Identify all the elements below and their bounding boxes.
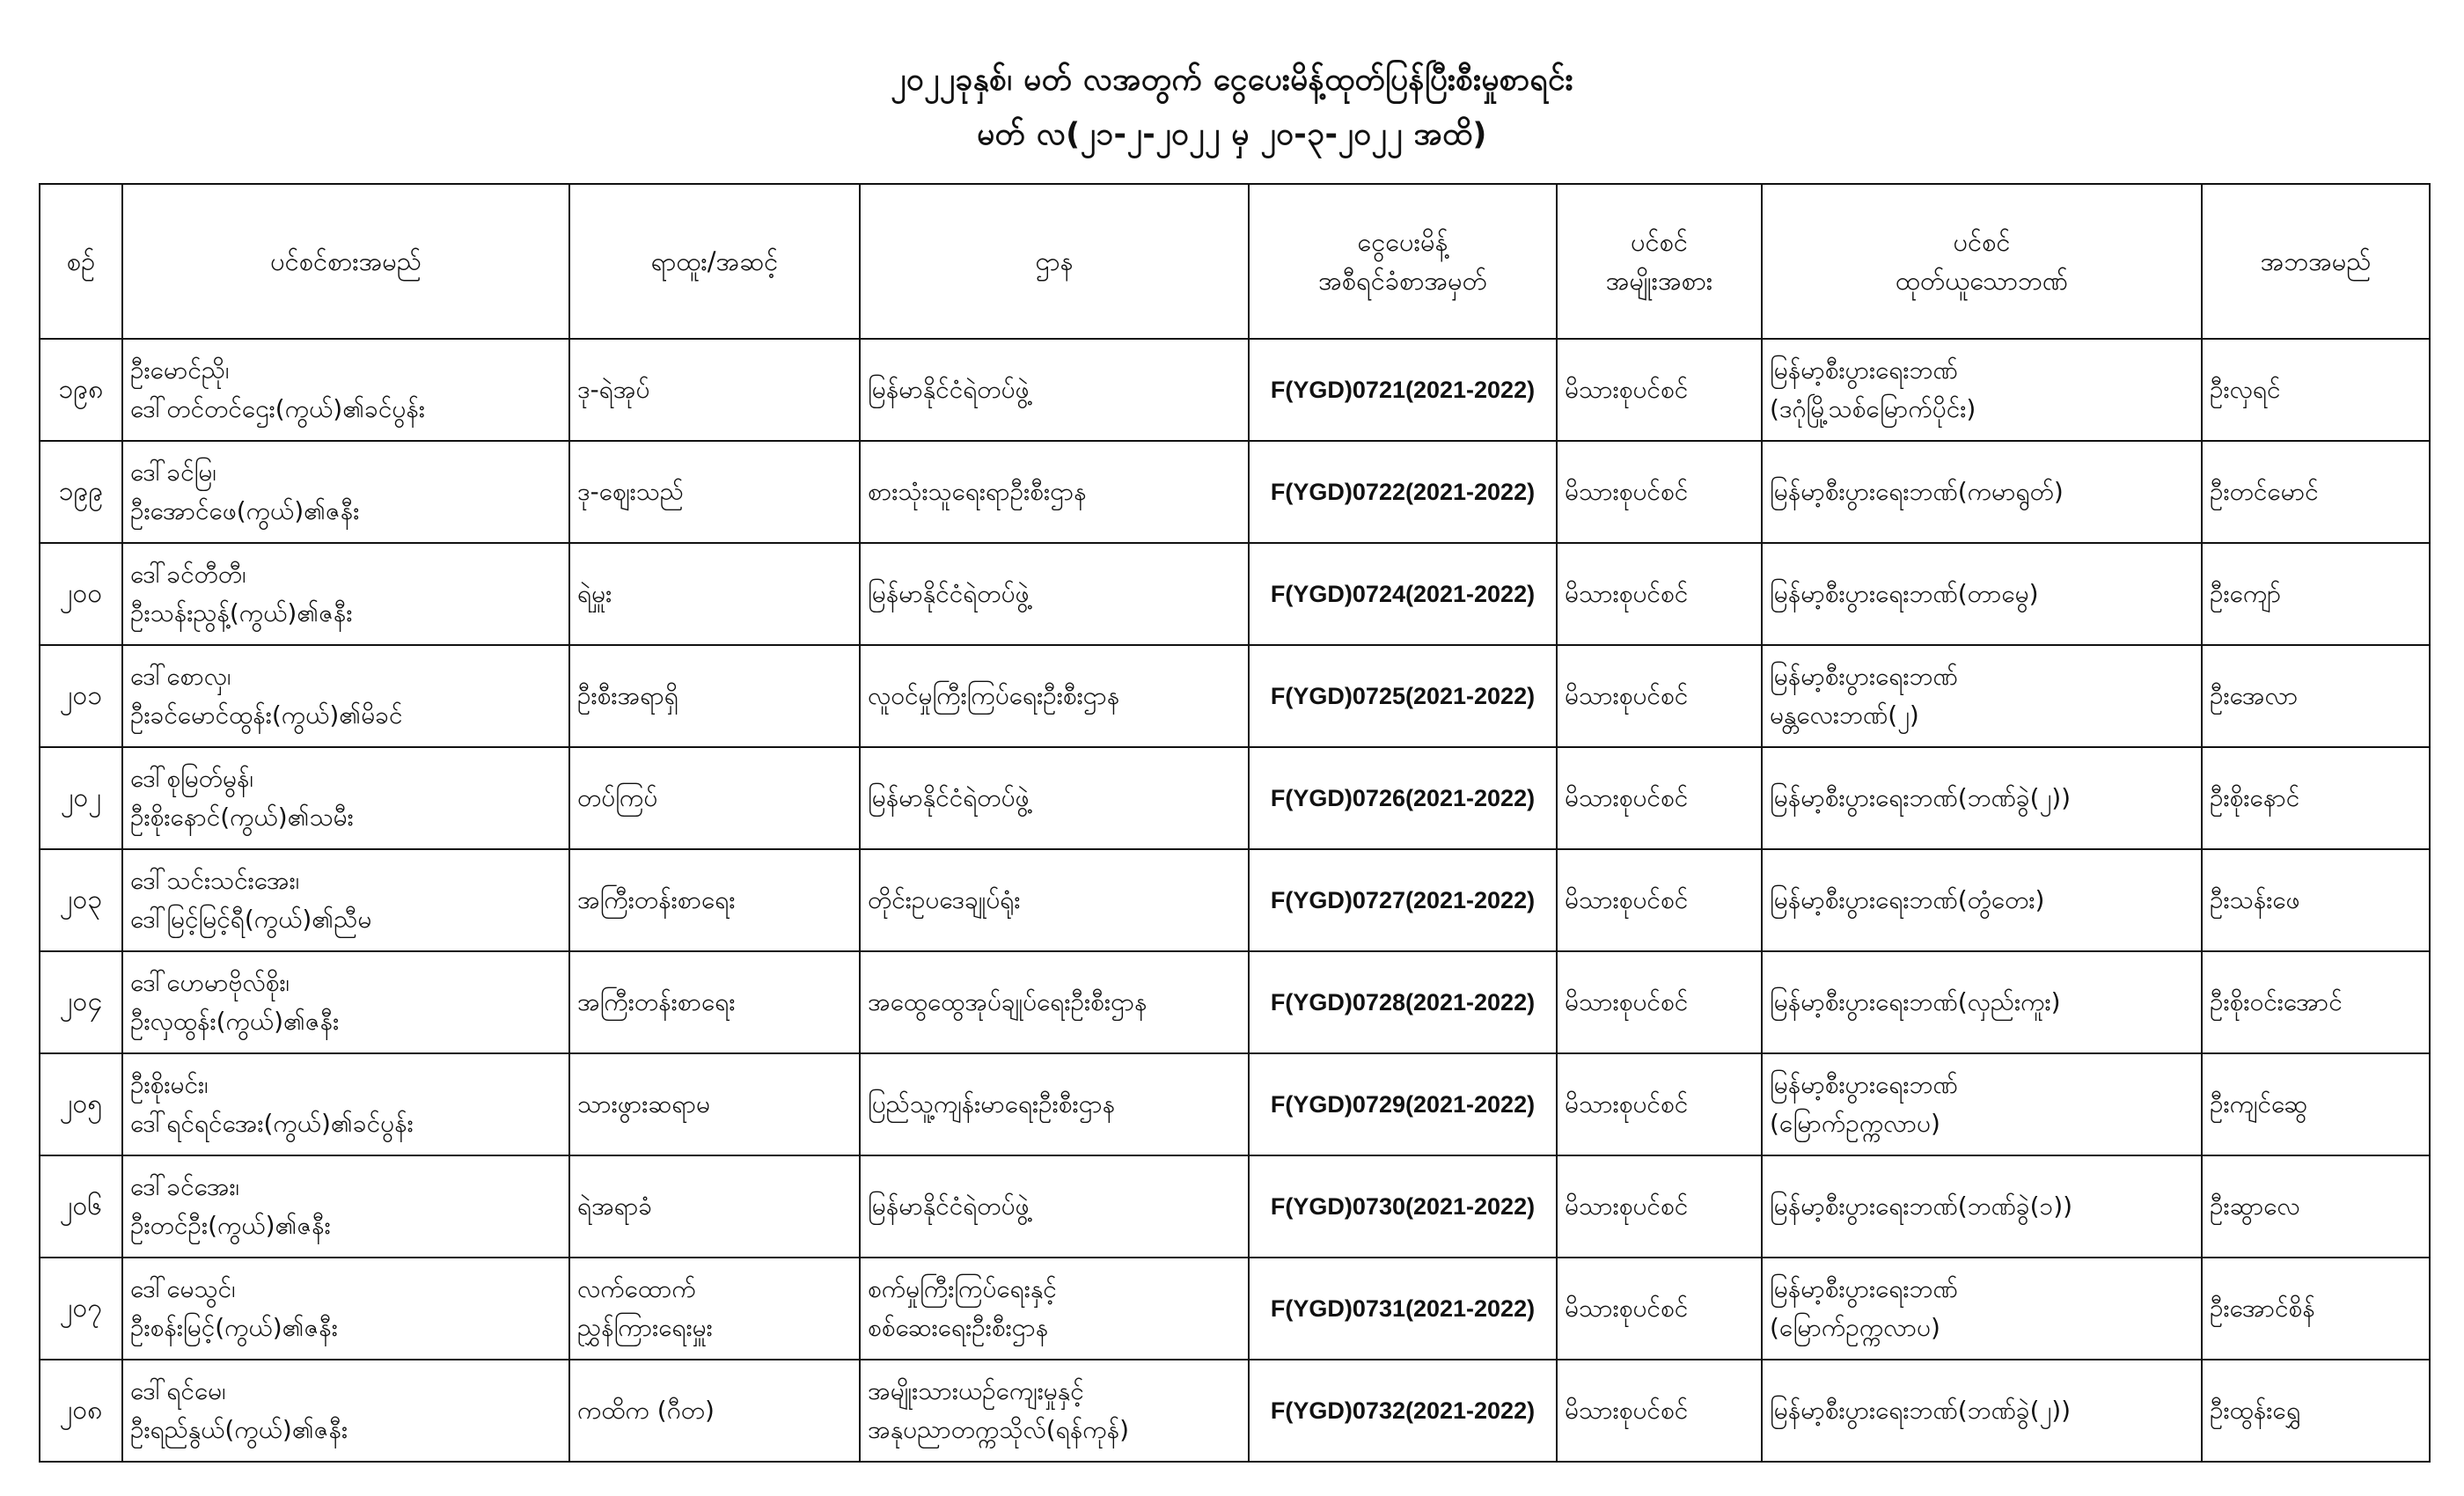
cell-bank-line: (ဒဂုံမြို့သစ်မြောက်ပိုင်း) (1770, 394, 1976, 423)
cell-pensioner-name (122, 1053, 569, 1155)
cell-rank-line: သားဖွားဆရာမ (577, 1089, 710, 1118)
cell-bank-line: မြန်မာ့စီးပွားရေးဘဏ်(တာမွေ) (1770, 579, 2039, 608)
cell-pensioner-name-line: ဦးစန်းမြင့်(ကွယ်)၏ဇနီး (130, 1313, 338, 1342)
cell-department-line: မြန်မာနိုင်ငံရဲတပ်ဖွဲ့ (868, 579, 1030, 608)
cell-rank-line: ရဲမှူး (577, 579, 612, 608)
header-serial-no (40, 184, 122, 339)
header-label: ထုတ်ယူသောဘဏ် (1895, 266, 2069, 296)
header-bank (1762, 184, 2202, 339)
cell-department (860, 1360, 1249, 1462)
header-label: အဘအမည် (2260, 246, 2372, 276)
cell-license-no: F(YGD)0724(2021-2022) (1249, 543, 1557, 645)
cell-pensioner-name (122, 1155, 569, 1258)
cell-bank (1762, 747, 2202, 849)
cell-pensioner-name-line: ဒေါ်စုမြတ်မွန်၊ (130, 764, 253, 793)
cell-pensioner-name (122, 951, 569, 1053)
header-label: စဉ် (66, 246, 96, 276)
cell-bank-line: မြန်မာ့စီးပွားရေးဘဏ်(ဘဏ်ခွဲ(၂)) (1770, 1396, 2072, 1425)
cell-department (860, 339, 1249, 441)
cell-pension-type: မိသားစုပင်စင် (1557, 1053, 1762, 1155)
cell-rank (569, 441, 860, 543)
cell-rank (569, 849, 860, 951)
cell-pension-type: မိသားစုပင်စင် (1557, 849, 1762, 951)
cell-bank-line: (မြောက်ဥက္ကလာပ) (1770, 1313, 1940, 1342)
cell-department-line: မြန်မာနိုင်ငံရဲတပ်ဖွဲ့ (868, 375, 1030, 404)
cell-pensioner-name-line: ဒေါ်စောလှ၊ (130, 662, 231, 691)
table-row (40, 951, 2430, 1053)
cell-rank-line: လက်ထောက် (577, 1274, 696, 1303)
cell-bank (1762, 543, 2202, 645)
cell-bank-line: မြန်မာ့စီးပွားရေးဘဏ်(လှည်းကူး) (1770, 987, 2061, 1016)
header-father-name (2202, 184, 2430, 339)
cell-department (860, 1155, 1249, 1258)
cell-rank (569, 1053, 860, 1155)
cell-bank-line: မြန်မာ့စီးပွားရေးဘဏ် (1770, 662, 1958, 691)
cell-pension-type: မိသားစုပင်စင် (1557, 441, 1762, 543)
cell-bank (1762, 1258, 2202, 1360)
cell-department (860, 645, 1249, 747)
cell-pension-type: မိသားစုပင်စင် (1557, 339, 1762, 441)
cell-bank (1762, 1360, 2202, 1462)
cell-serial-no: ၂၀၄ (40, 951, 122, 1053)
header-label: ပင်စင် (1630, 227, 1689, 257)
header-license-no (1249, 184, 1557, 339)
cell-pensioner-name-line: ဒေါ်ခင်မြ၊ (130, 458, 216, 487)
cell-department (860, 747, 1249, 849)
cell-rank-line: တပ်ကြပ် (577, 783, 658, 812)
cell-bank-line: မြန်မာ့စီးပွားရေးဘဏ် (1770, 1070, 1958, 1099)
cell-pension-type: မိသားစုပင်စင် (1557, 747, 1762, 849)
cell-pensioner-name-line: ဒေါ်သင်းသင်းအေး၊ (130, 866, 300, 895)
cell-license-no: F(YGD)0728(2021-2022) (1249, 951, 1557, 1053)
cell-serial-no: ၁၉၈ (40, 339, 122, 441)
cell-pension-type: မိသားစုပင်စင် (1557, 543, 1762, 645)
title-line-1: ၂၀၂၂ခုနှစ်၊ မတ် လအတွက် ငွေပေးမိန့်ထုတ်ပြန်ပြီးစီးမှုစာရင်း (891, 62, 1573, 98)
header-label: ငွေပေးမိန့် (1357, 227, 1448, 257)
cell-serial-no: ၂၀၀ (40, 543, 122, 645)
cell-father-name: ဦးထွန်းရွှေ (2202, 1360, 2430, 1462)
header-label: အမျိုးအစား (1605, 266, 1713, 296)
cell-pensioner-name-line: ဦးမောင်ညို၊ (130, 356, 230, 385)
cell-rank (569, 645, 860, 747)
cell-father-name: ဦးကျော် (2202, 543, 2430, 645)
cell-department-line: မြန်မာနိုင်ငံရဲတပ်ဖွဲ့ (868, 1192, 1030, 1221)
cell-pension-type: မိသားစုပင်စင် (1557, 645, 1762, 747)
table-row (40, 1360, 2430, 1462)
cell-license-no: F(YGD)0731(2021-2022) (1249, 1258, 1557, 1360)
cell-department-line: မြန်မာနိုင်ငံရဲတပ်ဖွဲ့ (868, 783, 1030, 812)
cell-pensioner-name-line: ဦးလှထွန်း(ကွယ်)၏ဇနီး (130, 1007, 340, 1036)
cell-rank-line: ဦးစီးအရာရှိ (577, 681, 678, 710)
header-label: အစီရင်ခံစာအမှတ် (1318, 266, 1487, 296)
title-line-2: မတ် လ(၂၁-၂-၂၀၂၂ မှ ၂၀-၃-၂၀၂၂ အထိ) (977, 117, 1487, 152)
cell-license-no: F(YGD)0722(2021-2022) (1249, 441, 1557, 543)
cell-license-no: F(YGD)0726(2021-2022) (1249, 747, 1557, 849)
table-row (40, 645, 2430, 747)
cell-rank-line: အကြီးတန်းစာရေး (577, 987, 736, 1016)
cell-rank (569, 747, 860, 849)
cell-father-name: ဦးအောင်စိန် (2202, 1258, 2430, 1360)
header-pensioner-name (122, 184, 569, 339)
cell-serial-no: ၁၉၉ (40, 441, 122, 543)
header-label: ဌာန (1035, 246, 1074, 276)
cell-rank-line: ဒု-ဈေးသည် (577, 477, 684, 506)
cell-pensioner-name (122, 339, 569, 441)
table-row (40, 1258, 2430, 1360)
cell-bank (1762, 339, 2202, 441)
cell-pensioner-name-line: ဒေါ်ခင်တီတီ၊ (130, 560, 246, 589)
cell-license-no: F(YGD)0721(2021-2022) (1249, 339, 1557, 441)
cell-rank-line: ဒု-ရဲအုပ် (577, 375, 650, 404)
cell-rank-line: ညွှန်ကြားရေးမှူး (577, 1313, 713, 1342)
cell-pensioner-name-line: ဒေါ်ရင်မေ၊ (130, 1376, 226, 1405)
cell-department-line: အမျိုးသားယဉ်ကျေးမှုနှင့် (868, 1376, 1084, 1405)
cell-pensioner-name-line: ဒေါ်ဟေမာဗိုလ်စိုး၊ (130, 968, 290, 997)
cell-pensioner-name-line: ဦးခင်မောင်ထွန်း(ကွယ်)၏မိခင် (130, 700, 403, 730)
cell-pensioner-name-line: ဒေါ်မြင့်မြင့်ရီ(ကွယ်)၏ညီမ (130, 905, 372, 934)
cell-bank (1762, 645, 2202, 747)
cell-bank (1762, 1155, 2202, 1258)
cell-rank (569, 339, 860, 441)
header-rank (569, 184, 860, 339)
cell-department (860, 543, 1249, 645)
cell-father-name: ဦးစိုးနောင် (2202, 747, 2430, 849)
cell-rank-line: ရဲအရာခံ (577, 1192, 653, 1221)
cell-serial-no: ၂၀၃ (40, 849, 122, 951)
cell-pensioner-name (122, 543, 569, 645)
header-pension-type (1557, 184, 1762, 339)
cell-serial-no: ၂၀၇ (40, 1258, 122, 1360)
cell-father-name: ဦးသန်းဖေ (2202, 849, 2430, 951)
table-row (40, 543, 2430, 645)
cell-pensioner-name (122, 849, 569, 951)
cell-serial-no: ၂၀၅ (40, 1053, 122, 1155)
cell-department-line: လူဝင်မှုကြီးကြပ်ရေးဦးစီးဌာန (868, 681, 1120, 710)
cell-rank-line: အကြီးတန်းစာရေး (577, 885, 736, 914)
cell-bank-line: မြန်မာ့စီးပွားရေးဘဏ် (1770, 356, 1958, 385)
cell-pensioner-name-line: ဒေါ်ရင်ရင်အေး(ကွယ်)၏ခင်ပွန်း (130, 1109, 414, 1138)
cell-department-line: စားသုံးသူရေးရာဦးစီးဌာန (868, 477, 1087, 506)
table-body (40, 339, 2430, 1462)
cell-department (860, 441, 1249, 543)
cell-pensioner-name (122, 441, 569, 543)
cell-license-no: F(YGD)0729(2021-2022) (1249, 1053, 1557, 1155)
cell-pensioner-name-line: ဒေါ်တင်တင်ဌေး(ကွယ်)၏ခင်ပွန်း (130, 394, 425, 423)
cell-bank (1762, 951, 2202, 1053)
cell-pensioner-name-line: ဦးစိုးမင်း၊ (130, 1070, 209, 1099)
cell-serial-no: ၂၀၆ (40, 1155, 122, 1258)
cell-bank (1762, 849, 2202, 951)
table-row (40, 1155, 2430, 1258)
cell-pension-type: မိသားစုပင်စင် (1557, 1360, 1762, 1462)
cell-father-name: ဦးကျင်ဆွေ (2202, 1053, 2430, 1155)
cell-pensioner-name (122, 747, 569, 849)
document-title (0, 53, 2464, 162)
cell-serial-no: ၂၀၈ (40, 1360, 122, 1462)
cell-rank (569, 1155, 860, 1258)
header-department (860, 184, 1249, 339)
cell-father-name: ဦးဆွာလေ (2202, 1155, 2430, 1258)
cell-department-line: စစ်ဆေးရေးဦးစီးဌာန (868, 1313, 1049, 1342)
cell-pensioner-name (122, 1258, 569, 1360)
cell-father-name: ဦးလှရင် (2202, 339, 2430, 441)
cell-pension-type: မိသားစုပင်စင် (1557, 1155, 1762, 1258)
cell-department (860, 951, 1249, 1053)
cell-bank-line: မန္တလေးဘဏ်(၂) (1770, 700, 1919, 730)
cell-pensioner-name-line: ဦးအောင်ဖေ(ကွယ်)၏ဇနီး (130, 496, 360, 525)
cell-license-no: F(YGD)0732(2021-2022) (1249, 1360, 1557, 1462)
cell-license-no: F(YGD)0725(2021-2022) (1249, 645, 1557, 747)
header-label: ပင်စင်စားအမည် (270, 246, 422, 276)
cell-rank (569, 1360, 860, 1462)
cell-department-line: တိုင်းဥပဒေချုပ်ရုံး (868, 885, 1021, 914)
table-row (40, 747, 2430, 849)
cell-bank-line: မြန်မာ့စီးပွားရေးဘဏ်(ဘဏ်ခွဲ(၂)) (1770, 783, 2072, 812)
header-label: ရာထူး/အဆင့် (650, 246, 779, 276)
cell-pensioner-name-line: ဦးစိုးနောင်(ကွယ်)၏သမီး (130, 803, 354, 832)
cell-rank-line: ကထိက (ဂီတ) (577, 1396, 715, 1425)
cell-rank (569, 543, 860, 645)
table-row (40, 849, 2430, 951)
cell-father-name: ဦးအေလာ (2202, 645, 2430, 747)
table-row (40, 339, 2430, 441)
cell-pensioner-name (122, 1360, 569, 1462)
cell-department-line: စက်မှုကြီးကြပ်ရေးနှင့် (868, 1274, 1057, 1303)
cell-department-line: အနုပညာတက္ကသိုလ်(ရန်ကုန်) (868, 1415, 1130, 1444)
cell-bank-line: မြန်မာ့စီးပွားရေးဘဏ်(တွံတေး) (1770, 885, 2045, 914)
cell-pensioner-name (122, 645, 569, 747)
cell-bank-line: (မြောက်ဥက္ကလာပ) (1770, 1109, 1940, 1138)
cell-pensioner-name-line: ဦးသန်းညွန့်(ကွယ်)၏ဇနီး (130, 598, 353, 627)
cell-department-line: ပြည်သူ့ကျန်းမာရေးဦးစီးဌာန (868, 1089, 1116, 1118)
cell-department (860, 1258, 1249, 1360)
cell-department (860, 1053, 1249, 1155)
header-label: ပင်စင် (1953, 227, 2011, 257)
cell-pension-type: မိသားစုပင်စင် (1557, 951, 1762, 1053)
cell-rank (569, 951, 860, 1053)
cell-license-no: F(YGD)0730(2021-2022) (1249, 1155, 1557, 1258)
cell-serial-no: ၂၀၂ (40, 747, 122, 849)
table-header-row (40, 184, 2430, 339)
cell-department (860, 849, 1249, 951)
cell-bank-line: မြန်မာ့စီးပွားရေးဘဏ် (1770, 1274, 1958, 1303)
cell-rank (569, 1258, 860, 1360)
table-row (40, 1053, 2430, 1155)
cell-serial-no: ၂၀၁ (40, 645, 122, 747)
cell-bank-line: မြန်မာ့စီးပွားရေးဘဏ်(ဘဏ်ခွဲ(၁)) (1770, 1192, 2073, 1221)
cell-pensioner-name-line: ဦးတင်ဦး(ကွယ်)၏ဇနီး (130, 1211, 331, 1240)
cell-pensioner-name-line: ဒေါ်ခင်အေး၊ (130, 1172, 239, 1201)
cell-pensioner-name-line: ဦးရည်နွယ်(ကွယ်)၏ဇနီး (130, 1415, 348, 1444)
pension-register-table (39, 183, 2431, 1463)
cell-bank (1762, 441, 2202, 543)
cell-father-name: ဦးတင်မောင် (2202, 441, 2430, 543)
cell-pensioner-name-line: ဒေါ်မေသွင်၊ (130, 1274, 236, 1303)
table-row (40, 441, 2430, 543)
cell-bank (1762, 1053, 2202, 1155)
cell-bank-line: မြန်မာ့စီးပွားရေးဘဏ်(ကမာရွတ်) (1770, 477, 2064, 506)
cell-pension-type: မိသားစုပင်စင် (1557, 1258, 1762, 1360)
cell-license-no: F(YGD)0727(2021-2022) (1249, 849, 1557, 951)
cell-father-name: ဦးစိုးဝင်းအောင် (2202, 951, 2430, 1053)
cell-department-line: အထွေထွေအုပ်ချုပ်ရေးဦးစီးဌာန (868, 987, 1148, 1016)
